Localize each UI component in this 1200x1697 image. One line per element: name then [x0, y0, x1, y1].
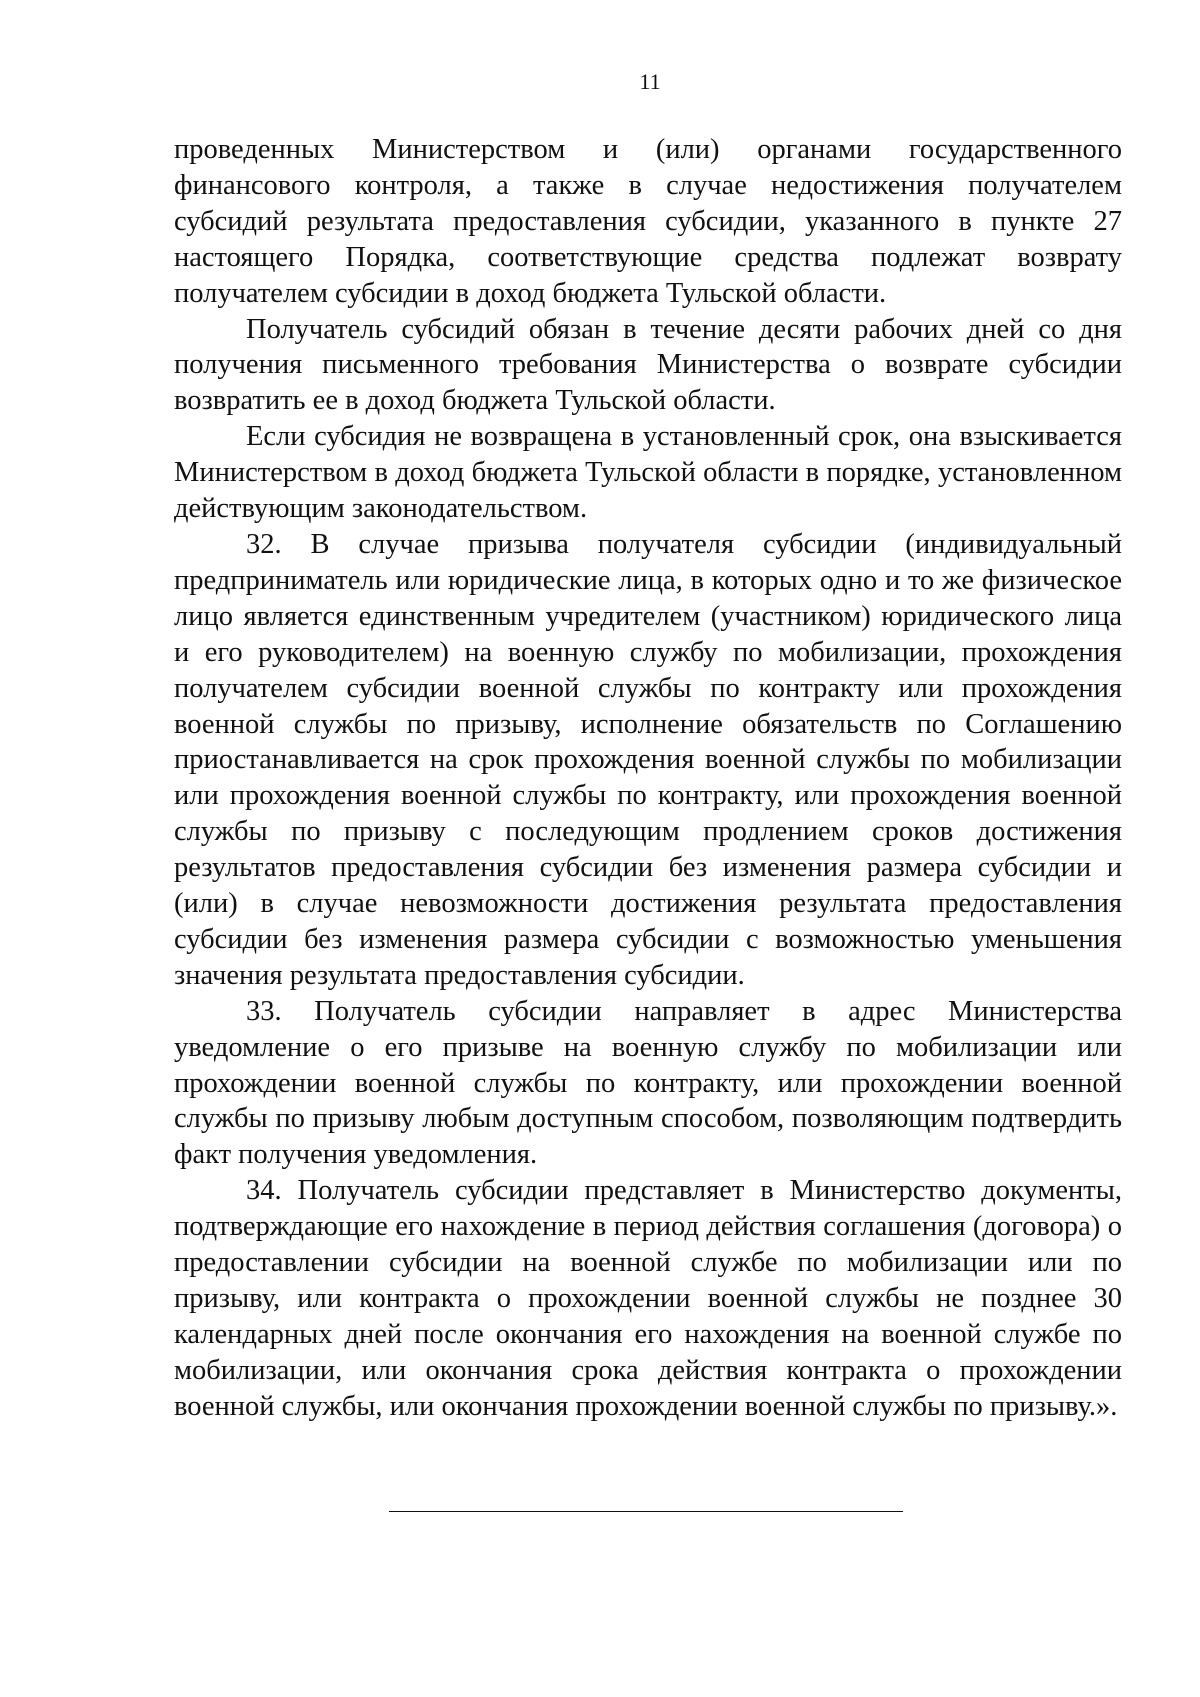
- paragraph-item-32: 32. В случае призыва получателя субсидии (индивидуальный предприниматель или юридические лица, в которых одно и то же физическое лицо является единственным учредителем (участником) юридического лица и его руководителем) на военную службу по мобилизации, прохождения получателем субсидии военной службы по контракту или прохождения военной службы по призыву, исполнение обязательств по Соглашению приостанавливается на срок прохождения военной службы по мобилизации или прохождения военной службы по контракту, или прохождения военной службы по призыву с последующим продлением сроков достижения результатов предоставления субсидии без изменения размера субсидии и (или) в случае невозможности достижения результата предоставления субсидии без изменения размера субсидии с возможностью уменьшения значения результата предоставления субсидии.: [174, 528, 1122, 991]
- document-body: [174, 132, 1122, 1425]
- paragraph-continuation: проведенных Министерством и (или) органами государственного финансового контроля, а также в случае недостижения получателем субсидий результата предоставления субсидии, указанного в пункте 27 настоящего Порядка, соответствующие средства подлежат возврату получателем субсидии в доход бюджета Тульской области.: [174, 134, 1122, 309]
- paragraph-item-34: 34. Получатель субсидии представляет в Министерство документы, подтверждающие его нахождение в период действия соглашения (договора) о предоставлении субсидии на военной службе по мобилизации или по призыву, или контракта о прохождении военной службы не позднее 30 календарных дней после окончания его нахождения на военной службе по мобилизации, или окончания срока действия контракта о прохождении военной службы, или окончания прохождении военной службы по призыву.».: [174, 1175, 1122, 1422]
- page-number: 11: [639, 69, 661, 94]
- paragraph-recovery: Если субсидия не возвращена в установленный срок, она взыскивается Министерством в доход бюджета Тульской области в порядке, установленном действующим законодательством.: [174, 421, 1122, 525]
- end-of-document-rule: [389, 1511, 903, 1512]
- paragraph-item-33: 33. Получатель субсидии направляет в адрес Министерства уведомление о его призыве на военную службу по мобилизации или прохождении военной службы по контракту, или прохождении военной службы по призыву любым доступным способом, позволяющим подтвердить факт получения уведомления.: [174, 995, 1122, 1171]
- paragraph-refund-obligation: Получатель субсидий обязан в течение десяти рабочих дней со дня получения письменного требования Министерства о возврате субсидии возвратить ее в доход бюджета Тульской области.: [174, 313, 1122, 417]
